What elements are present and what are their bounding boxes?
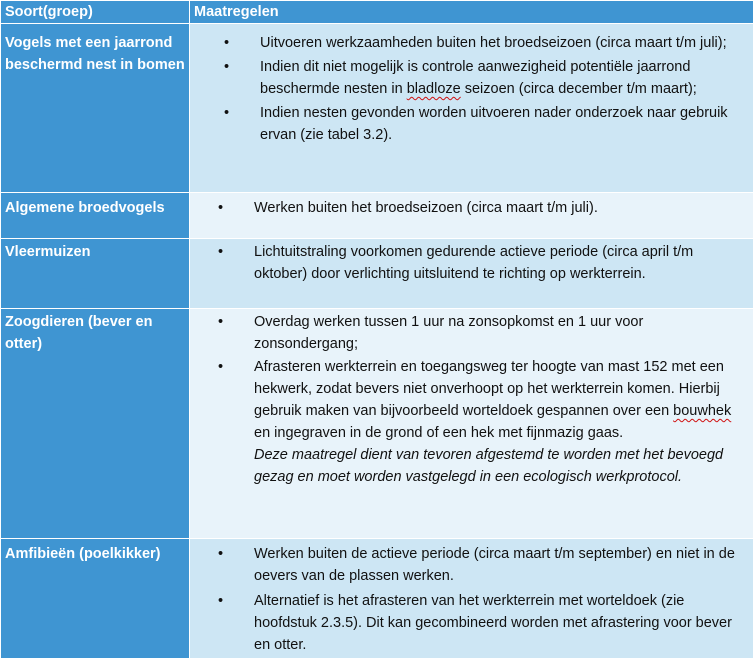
spellcheck-word[interactable]: bouwhek: [673, 403, 732, 419]
list-item: • Lichtuitstraling voorkomen gedurende actieve periode (circa april t/m oktober) door verlichting uitsluitend te richting op werkterrein.: [190, 241, 747, 285]
table-row-vogels-jaarrond: [1, 24, 753, 193]
protocol-note: Deze maatregel dient van tevoren afgestemd te worden met het bevoegd gezag en moet worden vastgelegd in een ecologisch werkprotocol.: [254, 447, 724, 485]
table-row-algemene-broedvogels: [1, 193, 753, 239]
row-measures: [190, 193, 753, 239]
row-measures: [190, 239, 753, 309]
list-item: • Afrasteren werkterrein en toegangsweg ter hoogte van mast 152 met een hekwerk, zodat bevers niet onverhoopt op het werkterrein komen. Hierbij gebruik maken van bijvoorbeeld worteldoek gespannen over een bouwhek en ingegraven in de grond of een hek met fijnmazig gaas.: [190, 356, 747, 444]
row-label: Zoogdieren (bever en otter): [1, 309, 190, 539]
bullet-icon: •: [218, 200, 224, 216]
bullet-icon: •: [224, 105, 230, 121]
list-item: • Overdag werken tussen 1 uur na zonsopkomst en 1 uur voor zonsondergang;: [190, 311, 747, 355]
row-label: Vogels met een jaarrond beschermd nest in bomen: [1, 24, 190, 193]
table-header-row: [1, 1, 753, 24]
row-label: Amfibieën (poelkikker): [1, 539, 190, 659]
bullet-icon: •: [224, 35, 230, 51]
bullet-icon: •: [218, 244, 224, 260]
list-item: • Werken buiten de actieve periode (circa maart t/m september) en niet in de oevers van de plassen werken.: [190, 543, 747, 587]
row-measures: [190, 539, 753, 659]
row-label: Vleermuizen: [1, 239, 190, 309]
header-maatregelen: Maatregelen: [190, 1, 753, 24]
table-row-zoogdieren: [1, 309, 753, 539]
list-item: • Werken buiten het broedseizoen (circa maart t/m juli).: [190, 197, 747, 219]
table-row-vleermuizen: [1, 239, 753, 309]
bullet-icon: •: [218, 359, 224, 375]
bullet-icon: •: [224, 59, 230, 75]
table-row-amfibieen: [1, 539, 753, 659]
bullet-icon: •: [218, 546, 224, 562]
row-measures: [190, 309, 753, 539]
bullet-icon: •: [218, 314, 224, 330]
spellcheck-word[interactable]: bladloze: [406, 81, 461, 97]
row-measures: [190, 24, 753, 193]
list-item: • Indien dit niet mogelijk is controle aanwezigheid potentiële jaarrond beschermde nesten in bladloze seizoen (circa december t/m maart);: [190, 56, 747, 100]
bullet-icon: •: [218, 593, 224, 609]
header-soortgroep: Soort(groep): [1, 1, 190, 24]
list-item: • Uitvoeren werkzaamheden buiten het broedseizoen (circa maart t/m juli);: [190, 32, 747, 54]
list-item: • Alternatief is het afrasteren van het werkterrein met worteldoek (zie hoofdstuk 2.3.5). Dit kan gecombineerd worden met afrastering voor bever en otter.: [190, 590, 747, 656]
list-item: • Indien nesten gevonden worden uitvoeren nader onderzoek naar gebruik ervan (zie tabel 3.2).: [190, 102, 747, 146]
row-label: Algemene broedvogels: [1, 193, 190, 239]
